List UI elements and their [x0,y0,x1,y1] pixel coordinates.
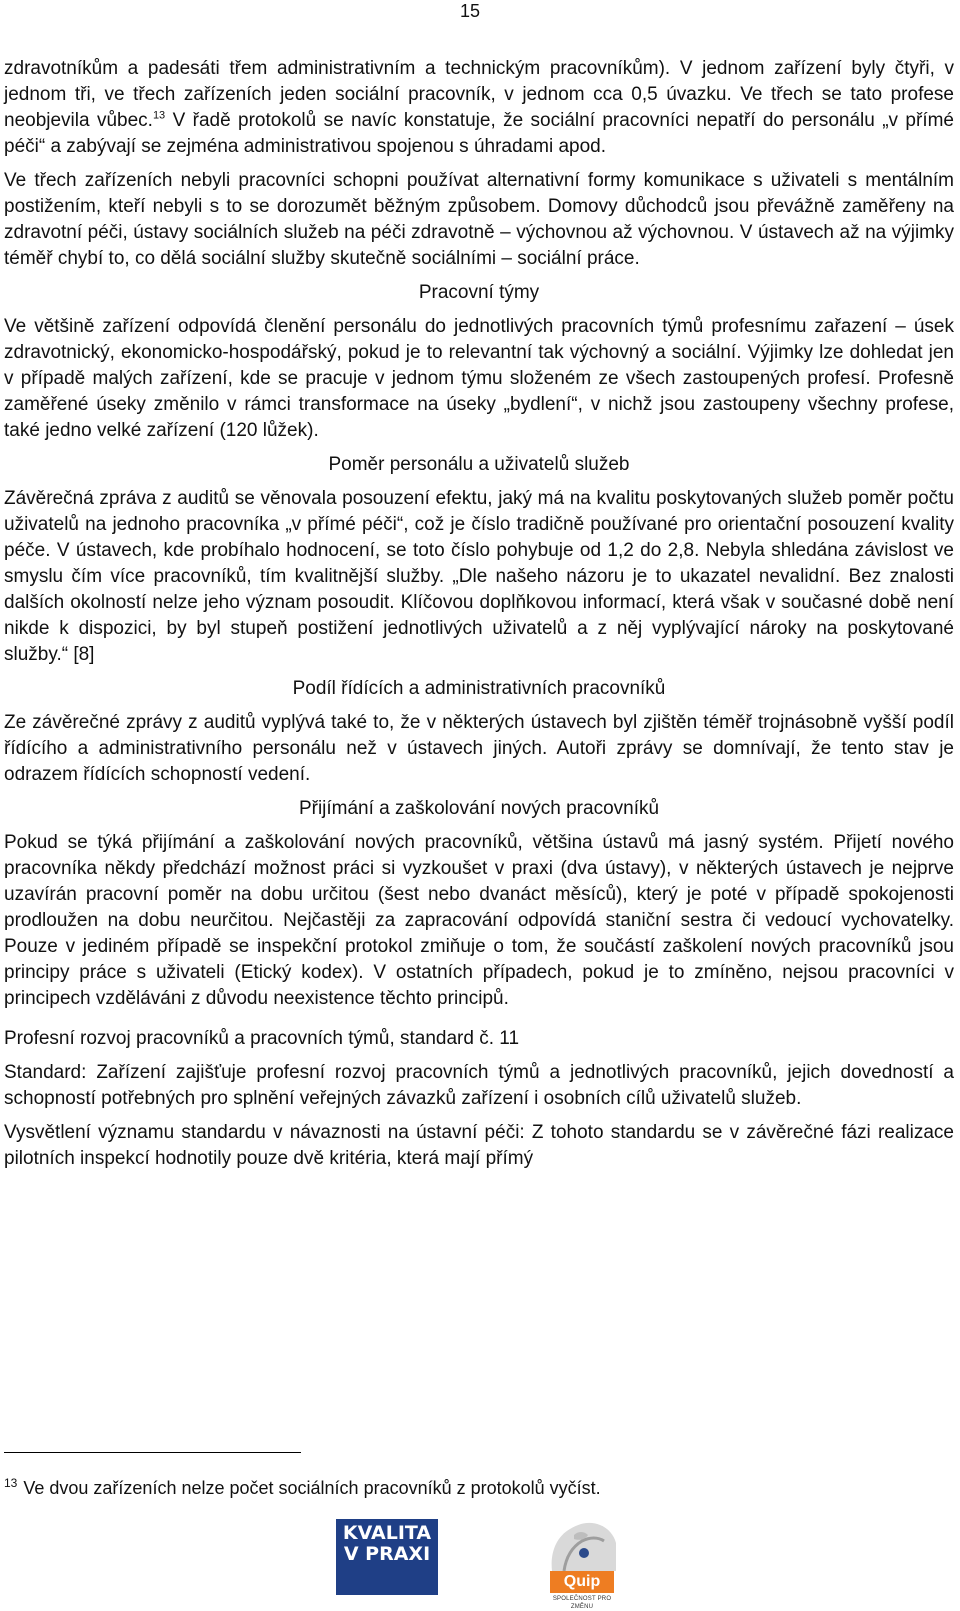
page-number: 15 [460,1,481,21]
footnote-text: Ve dvou zařízeních nelze počet sociálních pracovníků z protokolů vyčíst. [23,1478,601,1498]
heading-management-share: Podíl řídících a administrativních pracovníků [292,678,666,699]
quip-wordmark: Quip [550,1571,614,1593]
quip-logo [544,1513,620,1610]
kvalita-v-praxi-logo [336,1519,438,1595]
heading-staff-ratio: Poměr personálu a uživatelů služeb [328,454,630,475]
hand-icon [544,1513,620,1573]
paragraph-text: V řadě protokolů se navíc konstatuje, že sociální pracovníci nepatří do personálu „v přímé péči“ a zabývají se zejména administrativou spojenou s úhradami apod. [4,110,954,157]
paragraph-text: zdravotníkům a padesáti třem administrativním a technickým pracovníkům). V jednom zařízení byly čtyři, v jednom tři, ve třech zařízeních jeden sociální pracovník, v jednom cca 0,5 úvazku. Ve třech se tato profese neobjevila vůbec. [4,58,954,131]
paragraph-management-share: Ze závěrečné zprávy z auditů vyplývá také to, že v některých ústavech byl zjištěn téměř trojnásobně vyšší podíl řídícího a administrativního personálu než v ústavech jiných. Autoři zprávy se domnívají, že tento stav je odrazem řídících schopností vedení. [4,712,954,785]
paragraph-communication: Ve třech zařízeních nebyli pracovníci schopni používat alternativní formy komunikace s uživateli s mentálním postižením, kteří nebyli s to se dorozumět běžným způsobem. Domovy důchodců jsou převážně zaměřeny na zdravotní péči, ústavy sociálních služeb na péči zdravotně – výchovnou až výchovnou. V ústavech až na výjimky téměř chybí to, co dělá sociální služby skutečně sociálními – sociální práce. [4,170,954,269]
paragraph-hiring-training: Pokud se týká přijímání a zaškolování nových pracovníků, většina ústavů má jasný systém. Přijetí nového pracovníka někdy předchází možnost práci si vyzkoušet v praxi (dva ústavy), v některých ústavech je nejprve uzavírán pracovní poměr na dobu určitou (šest nebo dvanáct měsíců), který je poté v případě spokojenosti prodloužen na dobu neurčitou. Nejčastěji za zapracování odpovídá staniční sestra či vedoucí vychovatelky. Pouze v jediném případě se inspekční protokol zmiňuje o tom, že součástí zaškolení nových pracovníků jsou principy práce s uživateli (Etický kodex). V ostatních případech, pokud je to zmíněno, nejsou pracovníci v principech vzděláváni z důvodu neexistence těchto principů. [4,832,954,1009]
section-title-standard-11: Profesní rozvoj pracovníků a pracovních týmů, standard č. 11 [4,1028,520,1049]
paragraph-staff-ratio: Závěrečná zpráva z auditů se věnovala posouzení efektu, jaký má na kvalitu poskytovaných služeb poměr počtu uživatelů na jednoho pracovníka „v přímé péči“, což je číslo tradičně používané pro orientační posouzení kvality péče. V ústavech, kde probíhalo hodnocení, se toto číslo pohybuje od 1,2 do 2,8. Nebyla shledána závislost ve smyslu čím více pracovníků, tím kvalitnější služby. „Dle našeho názoru je to ukazatel nevalidní. Bez znalosti dalších okolností nelze jeho význam posoudit. Klíčovou doplňkovou informací, která však v současné době není nikde k dispozici, by byl stupeň postižení jednotlivých uživatelů a z něj vyplývající nároky na poskytované služby.“ [8] [4,488,954,665]
paragraph-standard: Standard: Zařízení zajišťuje profesní rozvoj pracovních týmů a jednotlivých pracovníků, jejich dovedností a schopností potřebných pro splnění veřejných závazků zařízení i osobních cílů uživatelů služeb. [4,1062,954,1109]
footnote [4,1476,601,1500]
heading-hiring-training: Přijímání a zaškolování nových pracovníků [298,798,660,819]
paragraph-work-teams: Ve většině zařízení odpovídá členění personálu do jednotlivých pracovních týmů profesnímu zařazení – úsek zdravotnický, ekonomicko-hospodářský, pokud je to relevantní tak výchovný a sociální. Výjimky lze dohledat jen v případě malých zařízení, kde se pracuje v jednom týmu složeném ze všech zastoupených profesí. Profesně zaměřené úseky změnilo v rámci transformace na úseky „bydlení“, v nichž jsou zastoupeny všechny profese, také jedno velké zařízení (120 lůžek). [4,316,954,441]
paragraph-staff-counts [4,56,954,160]
paragraph-standard-explanation: Vysvětlení významu standardu v návaznosti na ústavní péči: Z tohoto standardu se v závěrečné fázi realizace pilotních inspekcí hodnotily pouze dvě kritéria, která mají přímý [4,1122,954,1169]
footnote-reference[interactable]: 13 [152,109,166,122]
document-body [4,56,954,1180]
footnote-number: 13 [4,1476,18,1490]
logo-text-line1: KVALITA [342,1522,432,1544]
footnote-divider [4,1452,301,1453]
logo-text-line2: V PRAXI [343,1543,431,1565]
heading-work-teams: Pracovní týmy [418,282,540,303]
quip-tagline: SPOLEČNOST PRO ZMĚNU [552,1596,612,1610]
